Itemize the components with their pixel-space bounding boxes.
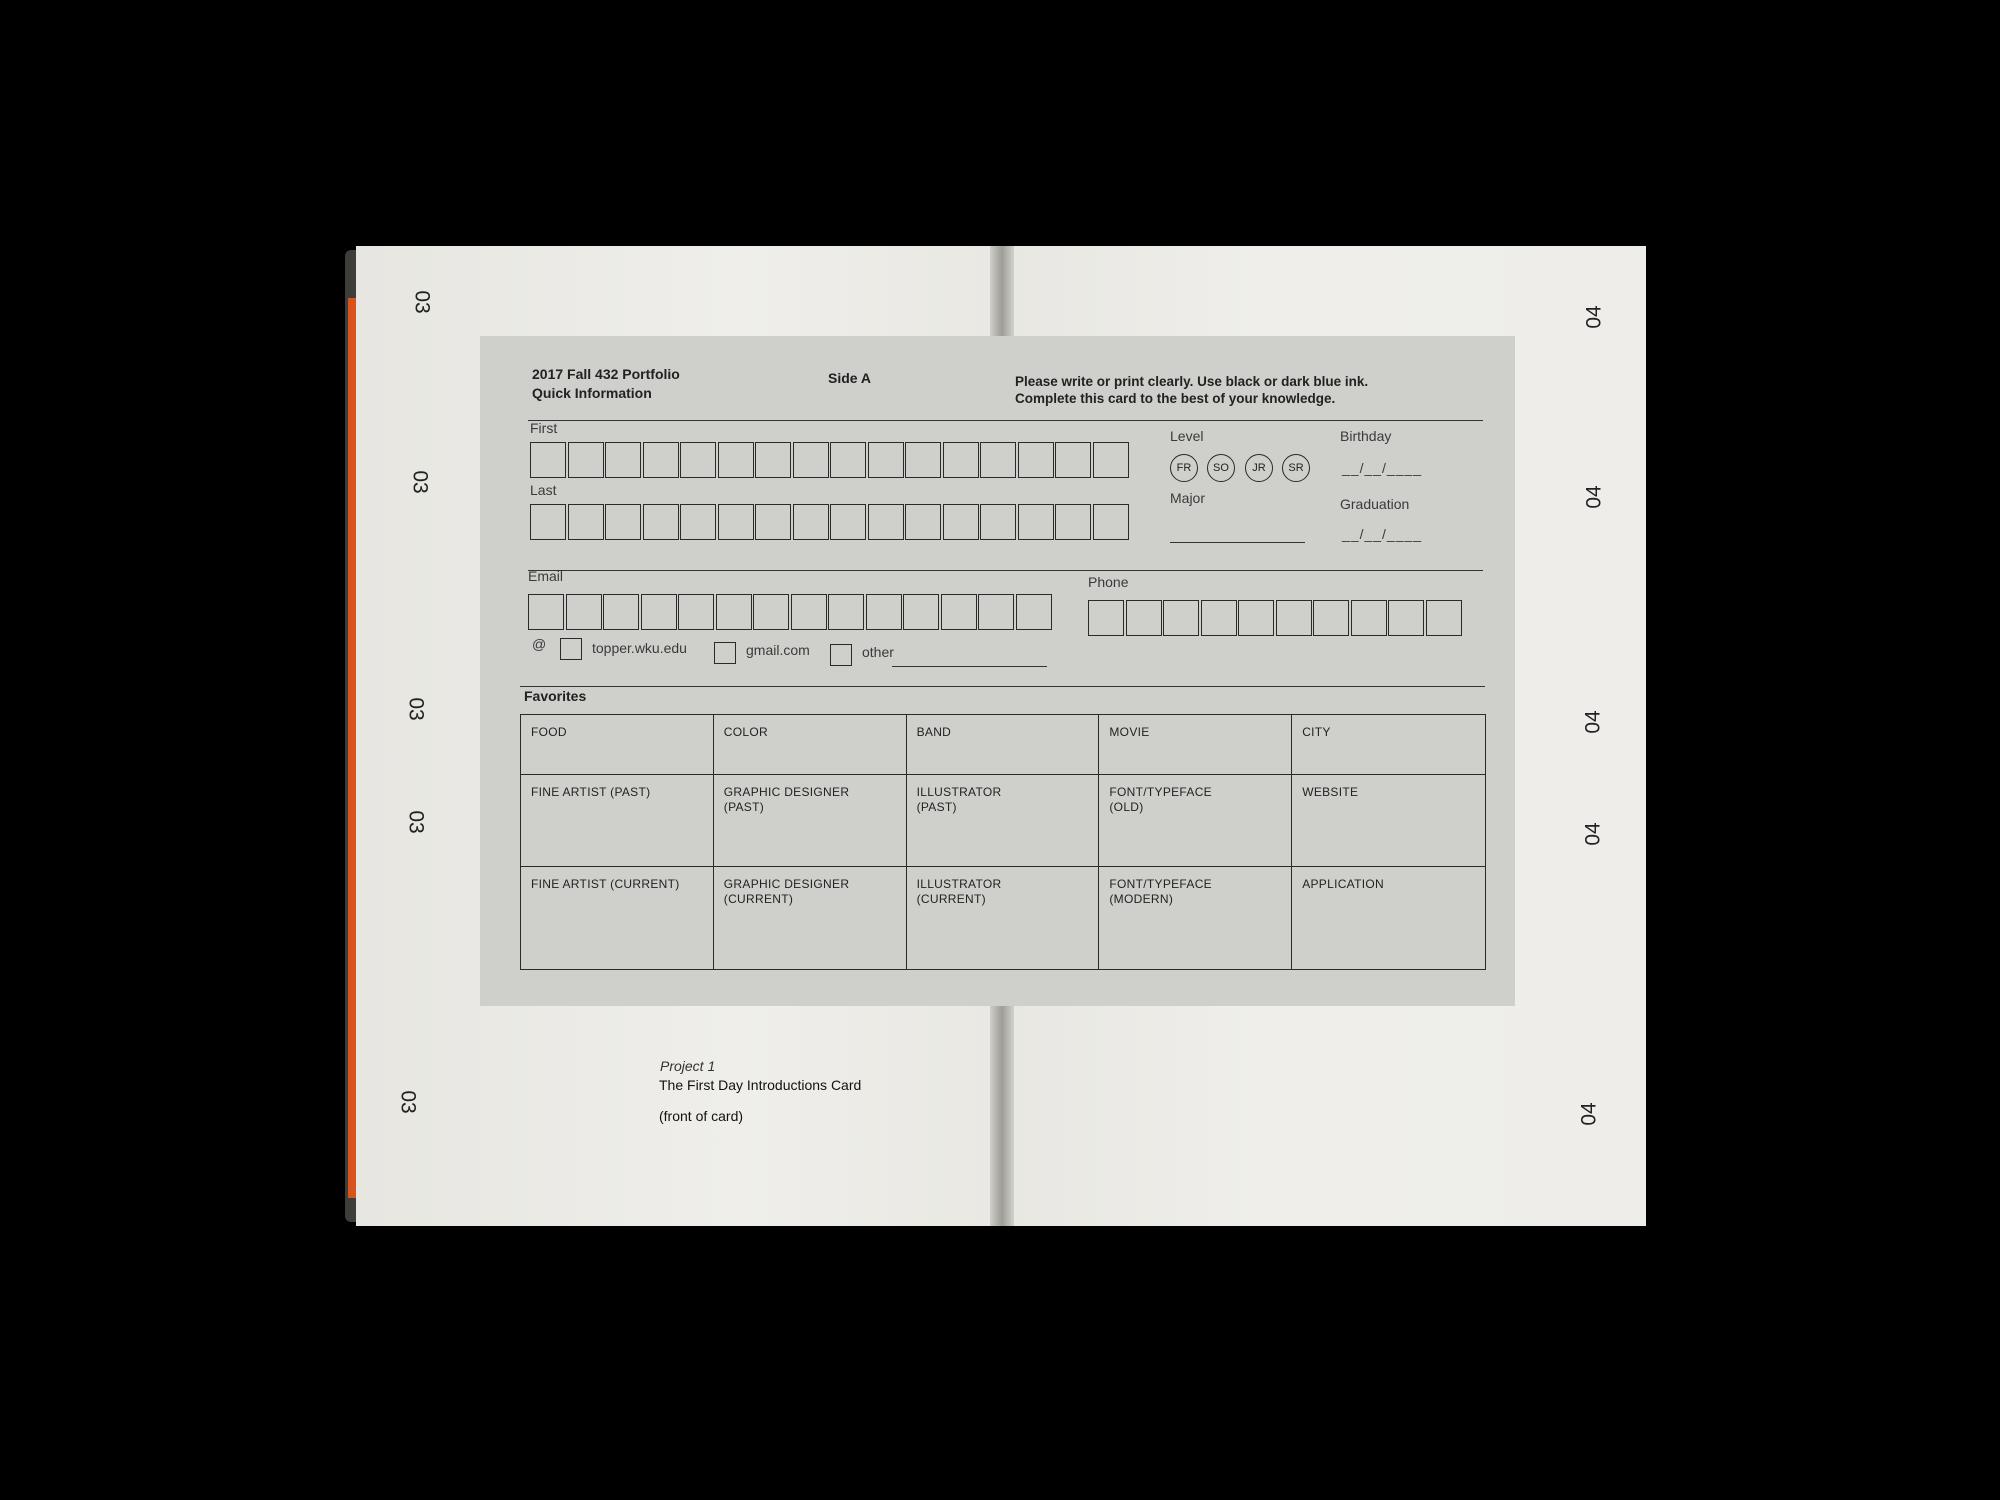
page-number-left: 03 [404, 697, 428, 721]
caption-project: Project 1 [660, 1058, 716, 1074]
level-label: Level [1170, 428, 1204, 444]
major-field[interactable] [1170, 542, 1305, 543]
major-label: Major [1170, 490, 1206, 506]
divider [520, 686, 1485, 687]
first-name-label: First [530, 420, 558, 436]
level-sr-option[interactable]: SR [1282, 454, 1310, 482]
divider [528, 570, 1483, 571]
phone-field[interactable] [1088, 600, 1463, 636]
favorites-cell[interactable]: APPLICATION [1302, 877, 1384, 891]
favorites-cell[interactable]: COLOR [714, 715, 907, 775]
last-name-field[interactable] [530, 504, 1130, 540]
favorites-cell[interactable]: FOOD [521, 715, 714, 775]
favorites-cell[interactable]: FINE ARTIST (PAST) [521, 775, 714, 867]
gmail-option-label: gmail.com [746, 642, 810, 658]
favorites-label: Favorites [524, 688, 587, 704]
page-number-right: 04 [1581, 710, 1605, 734]
page-number-left: 03 [408, 470, 432, 494]
page-number-right: 04 [1582, 485, 1606, 509]
other-checkbox[interactable] [830, 644, 852, 666]
gmail-checkbox[interactable] [714, 642, 736, 664]
favorites-cell[interactable]: FONT/TYPEFACE (MODERN) [1099, 867, 1292, 969]
favorites-cell[interactable]: WEBSITE [1292, 775, 1485, 867]
favorites-cell[interactable]: BAND [907, 715, 1100, 775]
page-number-right: 04 [1577, 1102, 1601, 1126]
email-field[interactable] [528, 594, 1053, 630]
divider [528, 420, 1483, 421]
card-title: 2017 Fall 432 Portfolio [532, 366, 680, 382]
favorites-cell[interactable]: GRAPHIC DESIGNER (PAST) [714, 775, 907, 867]
other-email-line[interactable] [892, 666, 1047, 667]
card-instructions-1: Please write or print clearly. Use black or dark blue ink. [1015, 374, 1369, 389]
favorites-cell[interactable]: ILLUSTRATOR (PAST) [907, 775, 1100, 867]
favorites-cell[interactable]: MOVIE [1099, 715, 1292, 775]
page-number-right: 04 [1582, 305, 1606, 329]
favorites-cell[interactable]: CITY [1292, 715, 1485, 775]
card-side-label: Side A [828, 370, 872, 386]
page-number-right: 04 [1581, 822, 1605, 846]
level-fr-option[interactable]: FR [1170, 454, 1198, 482]
favorites-cell[interactable]: FONT/TYPEFACE (OLD) [1099, 775, 1292, 867]
page-number-left: 03 [396, 1090, 420, 1114]
graduation-label: Graduation [1340, 496, 1410, 512]
favorites-cell[interactable]: ILLUSTRATOR (CURRENT) [907, 867, 1100, 969]
level-jr-option[interactable]: JR [1245, 454, 1273, 482]
other-option-label: other [862, 644, 894, 660]
caption-note: (front of card) [659, 1108, 744, 1124]
caption-title: The First Day Introductions Card [659, 1077, 862, 1093]
card-instructions-2: Complete this card to the best of your knowledge. [1015, 391, 1336, 406]
card-subtitle: Quick Information [532, 385, 652, 401]
favorites-table [520, 714, 1486, 970]
topper-option-label: topper.wku.edu [592, 640, 687, 656]
level-so-option[interactable]: SO [1207, 454, 1235, 482]
phone-label: Phone [1088, 574, 1129, 590]
at-symbol: @ [532, 636, 547, 652]
email-label: Email [528, 568, 564, 584]
birthday-label: Birthday [1340, 428, 1392, 444]
introduction-card [480, 336, 1515, 1006]
page-number-left: 03 [410, 290, 434, 314]
favorites-cell[interactable]: GRAPHIC DESIGNER (CURRENT) [714, 867, 907, 969]
favorites-cell[interactable]: FINE ARTIST (CURRENT) [521, 867, 714, 969]
page-number-left: 03 [404, 810, 428, 834]
topper-checkbox[interactable] [560, 638, 582, 660]
birthday-field[interactable]: __/__/____ [1342, 460, 1423, 476]
graduation-field[interactable]: __/__/____ [1342, 526, 1423, 542]
last-name-label: Last [530, 482, 557, 498]
first-name-field[interactable] [530, 442, 1130, 478]
